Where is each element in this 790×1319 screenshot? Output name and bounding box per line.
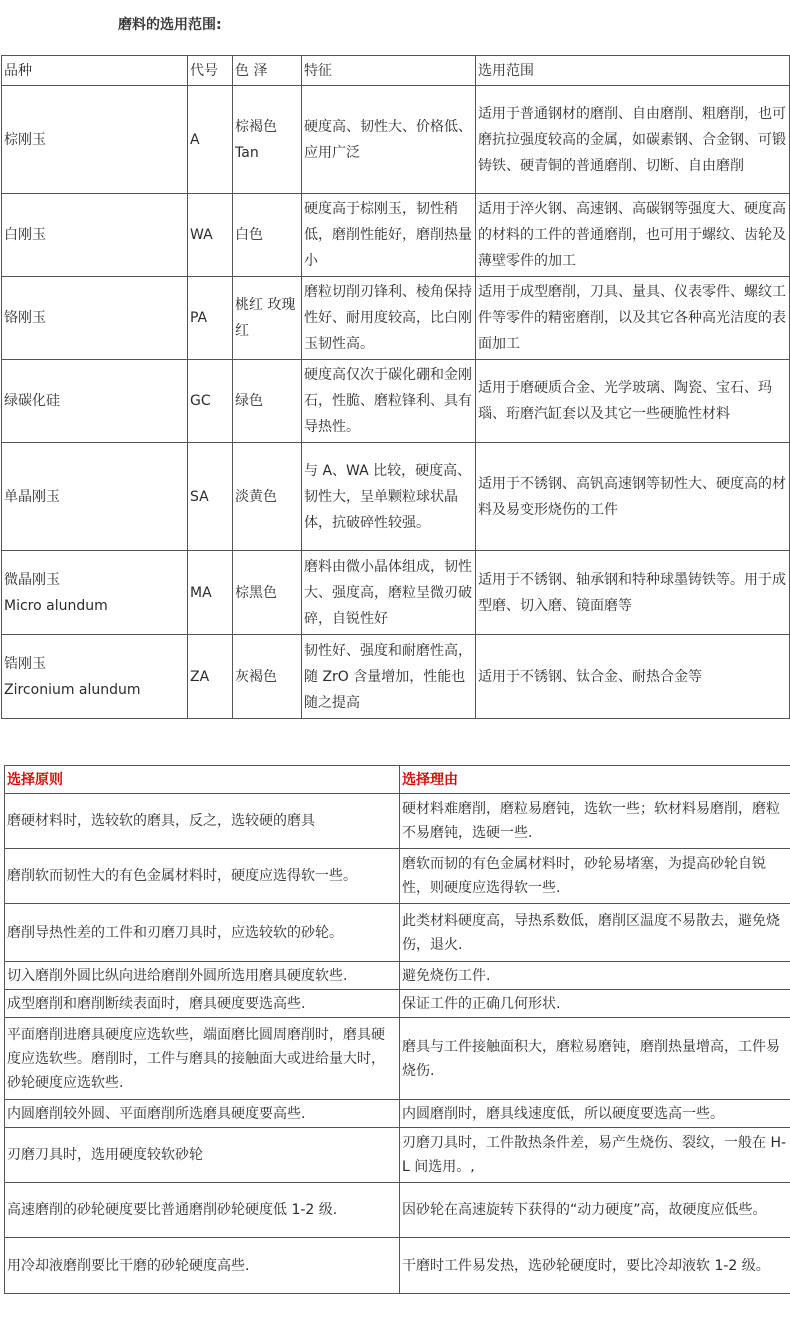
usage-cell: 适用于不锈钢、高钒高速钢等韧性大、硬度高的材料及易变形烧伤的工件	[476, 443, 790, 551]
features-cell: 韧性好、强度和耐磨性高，随 ZrO 含量增加，性能也随之提高	[302, 635, 476, 719]
variety-cell: 单晶刚玉	[2, 443, 188, 551]
color-cell: 灰褐色	[233, 635, 302, 719]
code-cell: WA	[188, 194, 233, 277]
principle-cell: 刃磨刀具时，选用硬度较软砂轮	[5, 1128, 400, 1183]
reason-cell: 磨软而韧的有色金属材料时，砂轮易堵塞，为提高砂轮自锐性，则硬度应选得软一些.	[400, 849, 790, 904]
code-cell: MA	[188, 551, 233, 635]
color-cell: 棕褐色 Tan	[233, 86, 302, 194]
table-row	[5, 1238, 790, 1294]
header-principle: 选择原则	[5, 766, 400, 794]
reason-cell: 内圆磨削时，磨具线速度低，所以硬度要选高一些。	[400, 1100, 790, 1128]
variety-cell: 棕刚玉	[2, 86, 188, 194]
selection-principles-table	[4, 765, 790, 1294]
variety-cell: 铬刚玉	[2, 277, 188, 360]
reason-cell: 此类材料硬度高，导热系数低，磨削区温度不易散去，避免烧伤，退火.	[400, 904, 790, 962]
code-cell: PA	[188, 277, 233, 360]
usage-cell: 适用于淬火钢、高速钢、高碳钢等强度大、硬度高的材料的工件的普通磨削，也可用于螺纹、齿轮及薄壁零件的加工	[476, 194, 790, 277]
color-cell: 白色	[233, 194, 302, 277]
abrasive-table	[1, 55, 790, 719]
table-row	[5, 794, 790, 849]
reason-cell: 避免烧伤工件.	[400, 962, 790, 990]
variety-cell: 微晶刚玉 Micro alundum	[2, 551, 188, 635]
table-row	[2, 194, 790, 277]
table-row	[5, 1128, 790, 1183]
code-cell: SA	[188, 443, 233, 551]
table-row	[2, 360, 790, 443]
table-row	[5, 962, 790, 990]
table-row	[2, 635, 790, 719]
usage-cell: 适用于磨硬质合金、光学玻璃、陶瓷、宝石、玛瑙、珩磨汽缸套以及其它一些硬脆性材料	[476, 360, 790, 443]
header-variety: 品种	[2, 56, 188, 86]
table-row	[5, 990, 790, 1018]
reason-cell: 因砂轮在高速旋转下获得的“动力硬度”高，故硬度应低些。	[400, 1183, 790, 1238]
features-cell: 硬度高仅次于碳化硼和金刚石，性脆、磨粒锋利、具有导热性。	[302, 360, 476, 443]
table-row	[2, 86, 790, 194]
color-cell: 绿色	[233, 360, 302, 443]
features-cell: 与 A、WA 比较，硬度高、韧性大，呈单颗粒球状晶体，抗破碎性较强。	[302, 443, 476, 551]
reason-cell: 干磨时工件易发热，选砂轮硬度时，要比冷却液软 1-2 级。	[400, 1238, 790, 1294]
usage-cell: 适用于不锈钢、轴承钢和特种球墨铸铁等。用于成型磨、切入磨、镜面磨等	[476, 551, 790, 635]
principle-cell: 平面磨削进磨具硬度应选软些，端面磨比圆周磨削时，磨具硬度应选软些。磨削时，工件与磨具的接触面大或进给量大时，砂轮硬度应选软些.	[5, 1018, 400, 1100]
principle-cell: 用冷却液磨削要比干磨的砂轮硬度高些.	[5, 1238, 400, 1294]
table-row	[5, 1183, 790, 1238]
color-cell: 棕黑色	[233, 551, 302, 635]
header-usage: 选用范围	[476, 56, 790, 86]
principle-cell: 成型磨削和磨削断续表面时，磨具硬度要选高些.	[5, 990, 400, 1018]
principle-cell: 磨硬材料时，选较软的磨具，反之，选较硬的磨具	[5, 794, 400, 849]
code-cell: GC	[188, 360, 233, 443]
usage-cell: 适用于普通钢材的磨削、自由磨削、粗磨削，也可磨抗拉强度较高的金属，如碳素钢、合金钢、可锻铸铁、硬青铜的普通磨削、切断、自由磨削	[476, 86, 790, 194]
table-row	[5, 904, 790, 962]
header-code: 代号	[188, 56, 233, 86]
table-row	[5, 849, 790, 904]
reason-cell: 硬材料难磨削，磨粒易磨钝，选软一些；软材料易磨削，磨粒不易磨钝，选硬一些.	[400, 794, 790, 849]
features-cell: 硬度高、韧性大、价格低、应用广泛	[302, 86, 476, 194]
principles-table-header	[5, 766, 790, 794]
table-row	[5, 1100, 790, 1128]
header-features: 特征	[302, 56, 476, 86]
features-cell: 磨料由微小晶体组成，韧性大、强度高，磨粒呈微刃破碎，自锐性好	[302, 551, 476, 635]
principle-cell: 磨削软而韧性大的有色金属材料时，硬度应选得软一些。	[5, 849, 400, 904]
principle-cell: 切入磨削外圆比纵向进给磨削外圆所选用磨具硬度软些.	[5, 962, 400, 990]
variety-cell: 绿碳化硅	[2, 360, 188, 443]
section-title: 磨料的选用范围:	[118, 17, 222, 33]
reason-cell: 保证工件的正确几何形状.	[400, 990, 790, 1018]
reason-cell: 刃磨刀具时，工件散热条件差，易产生烧伤、裂纹，一般在 H-L 间选用。,	[400, 1128, 790, 1183]
variety-cell: 锆刚玉 Zirconium alundum	[2, 635, 188, 719]
abrasive-table-header	[2, 56, 790, 86]
variety-cell: 白刚玉	[2, 194, 188, 277]
code-cell: A	[188, 86, 233, 194]
color-cell: 淡黄色	[233, 443, 302, 551]
principle-cell: 高速磨削的砂轮硬度要比普通磨削砂轮硬度低 1-2 级.	[5, 1183, 400, 1238]
header-reason: 选择理由	[400, 766, 790, 794]
features-cell: 磨粒切削刃锋利、棱角保持性好、耐用度较高，比白刚玉韧性高。	[302, 277, 476, 360]
reason-cell: 磨具与工件接触面积大，磨粒易磨钝，磨削热量增高，工件易烧伤.	[400, 1018, 790, 1100]
table-row	[2, 443, 790, 551]
usage-cell: 适用于成型磨削，刀具、量具、仪表零件、螺纹工件等零件的精密磨削，以及其它各种高光洁度的表面加工	[476, 277, 790, 360]
table-row	[2, 277, 790, 360]
table-row	[2, 551, 790, 635]
table-row	[5, 1018, 790, 1100]
code-cell: ZA	[188, 635, 233, 719]
principle-cell: 磨削导热性差的工件和刃磨刀具时，应选较软的砂轮。	[5, 904, 400, 962]
header-color: 色 泽	[233, 56, 302, 86]
usage-cell: 适用于不锈钢、钛合金、耐热合金等	[476, 635, 790, 719]
color-cell: 桃红 玫瑰红	[233, 277, 302, 360]
features-cell: 硬度高于棕刚玉，韧性稍低，磨削性能好，磨削热量小	[302, 194, 476, 277]
principle-cell: 内圆磨削较外圆、平面磨削所选磨具硬度要高些.	[5, 1100, 400, 1128]
